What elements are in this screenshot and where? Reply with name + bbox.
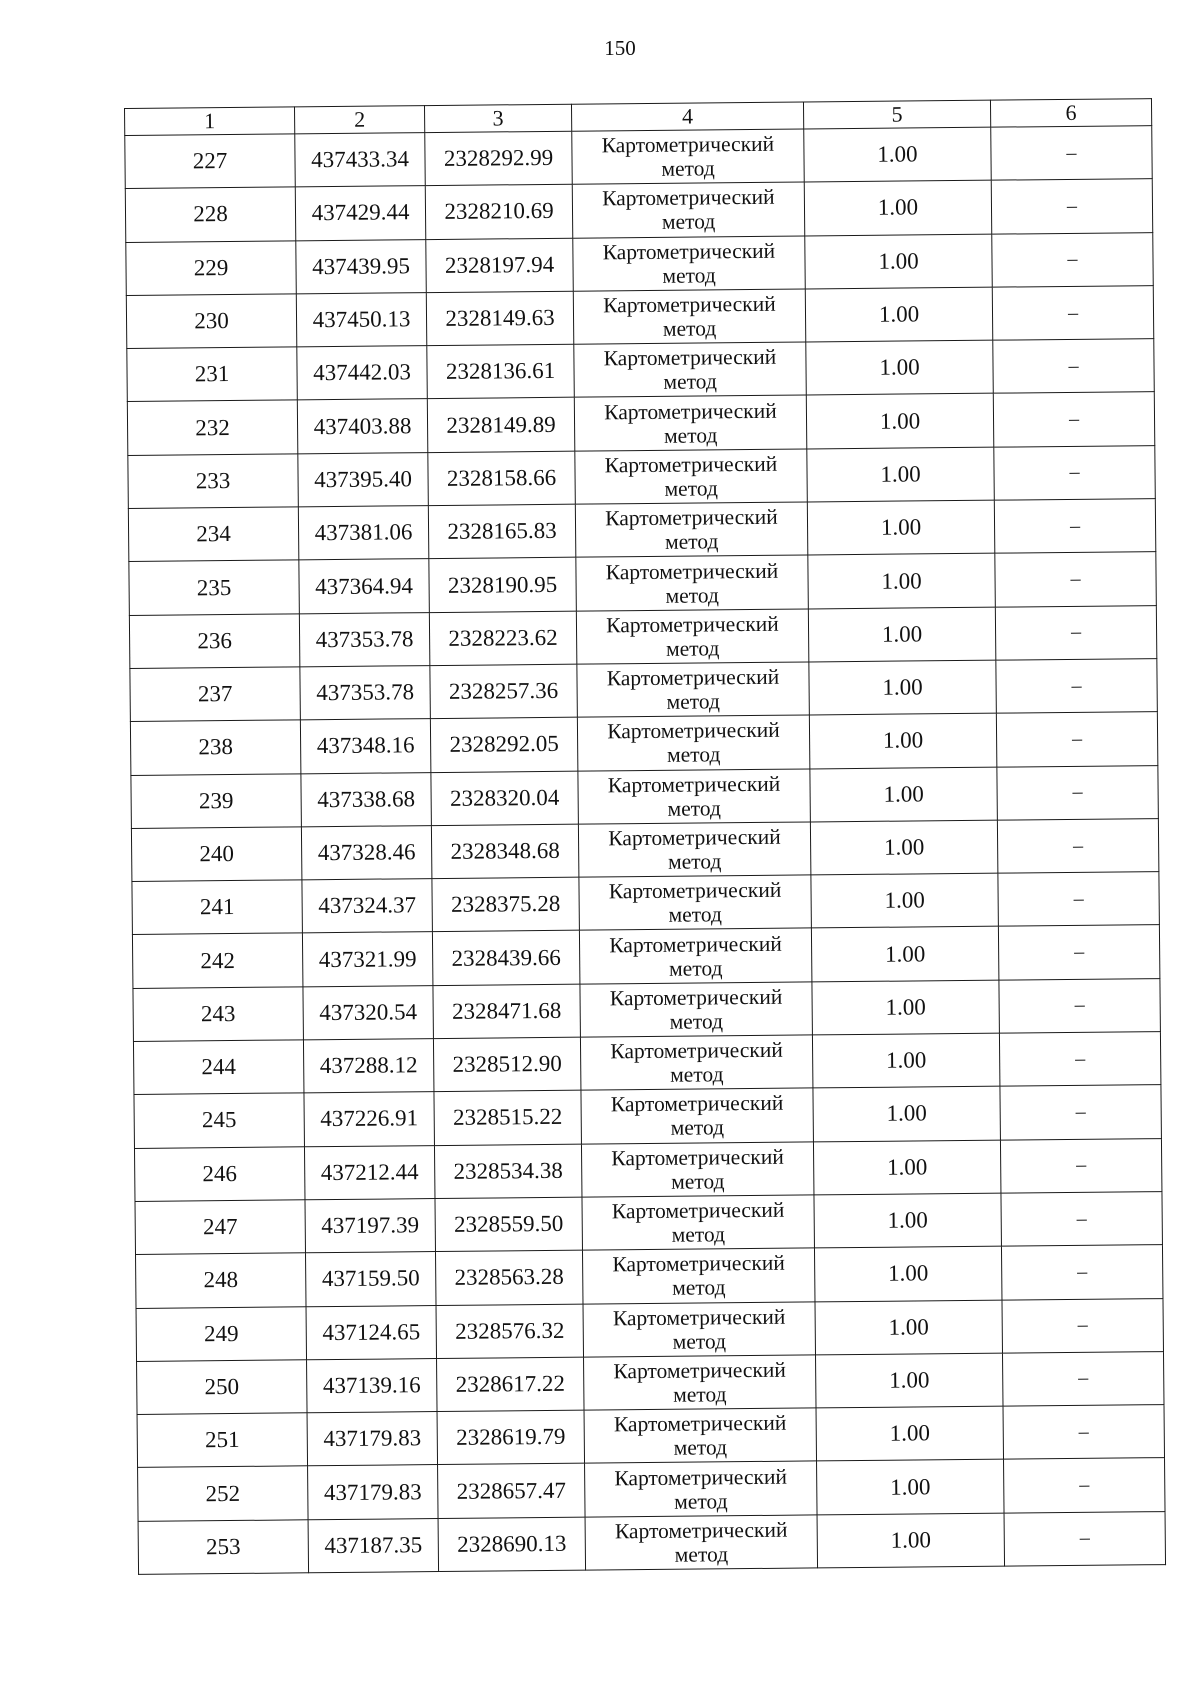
- accuracy-cell: 1.00: [805, 287, 993, 342]
- coordinates-table-wrapper: [124, 98, 1166, 1575]
- point-number-cell: 251: [137, 1413, 308, 1468]
- method-line-1: Картометрический: [608, 878, 782, 904]
- accuracy-cell: 1.00: [817, 1513, 1005, 1568]
- point-number-cell: 236: [129, 614, 300, 669]
- x-coordinate-cell: 437197.39: [305, 1199, 436, 1254]
- y-coordinate-cell: 2328197.94: [426, 238, 574, 293]
- note-cell: –: [1001, 1245, 1163, 1300]
- method-line-1: Картометрический: [602, 185, 775, 211]
- method-line-1: Картометрический: [605, 504, 778, 531]
- accuracy-cell: 1.00: [813, 1086, 1001, 1141]
- method-cell: [580, 1035, 813, 1091]
- x-coordinate-cell: 437348.16: [300, 719, 431, 774]
- accuracy-cell: 1.00: [816, 1406, 1004, 1461]
- note-cell: –: [999, 978, 1161, 1033]
- method-line-1: Картометрический: [606, 664, 780, 691]
- method-line-2: метод: [662, 316, 717, 341]
- y-coordinate-cell: 2328534.38: [434, 1144, 582, 1199]
- accuracy-cell: 1.00: [807, 447, 995, 502]
- accuracy-cell: 1.00: [807, 500, 995, 555]
- method-cell: [585, 1461, 818, 1517]
- accuracy-cell: 1.00: [810, 820, 998, 875]
- table-row: [137, 1405, 1164, 1468]
- x-coordinate-cell: 437439.95: [296, 239, 427, 294]
- method-line-2: метод: [674, 1488, 728, 1514]
- note-cell: –: [992, 232, 1154, 287]
- point-number-cell: 233: [128, 454, 299, 509]
- y-coordinate-cell: 2328375.28: [432, 877, 580, 932]
- point-number-cell: 244: [133, 1040, 304, 1095]
- y-coordinate-cell: 2328190.95: [429, 558, 577, 613]
- method-line-1: Картометрический: [601, 131, 775, 158]
- method-line-1: Картометрический: [613, 1357, 786, 1384]
- method-line-2: метод: [673, 1382, 727, 1407]
- accuracy-cell: 1.00: [815, 1300, 1003, 1355]
- note-cell: –: [1000, 1085, 1162, 1140]
- x-coordinate-cell: 437403.88: [297, 399, 428, 454]
- accuracy-cell: 1.00: [806, 394, 994, 449]
- y-coordinate-cell: 2328512.90: [433, 1037, 581, 1092]
- note-cell: –: [991, 179, 1153, 234]
- method-line-2: метод: [674, 1542, 729, 1567]
- table-row: [130, 712, 1157, 775]
- point-number-cell: 227: [125, 134, 296, 189]
- note-cell: –: [997, 818, 1159, 873]
- y-coordinate-cell: 2328348.68: [431, 824, 579, 879]
- note-cell: –: [1000, 1138, 1162, 1193]
- y-coordinate-cell: 2328158.66: [428, 451, 576, 506]
- method-line-1: Картометрический: [605, 558, 779, 584]
- method-line-2: метод: [665, 582, 719, 608]
- method-line-1: Картометрический: [609, 931, 782, 957]
- accuracy-cell: 1.00: [805, 234, 993, 289]
- method-line-2: метод: [663, 422, 718, 448]
- column-header-2: 2: [294, 106, 424, 134]
- method-cell: [582, 1248, 815, 1304]
- method-line-1: Картометрический: [614, 1517, 788, 1544]
- accuracy-cell: 1.00: [808, 554, 996, 609]
- column-header-5: 5: [803, 100, 990, 129]
- method-line-1: Картометрический: [612, 1304, 786, 1331]
- table-row: [138, 1458, 1165, 1521]
- point-number-cell: 245: [134, 1093, 305, 1148]
- note-cell: –: [991, 126, 1153, 181]
- point-number-cell: 230: [126, 294, 297, 349]
- column-header-1: 1: [125, 107, 295, 136]
- note-cell: –: [994, 445, 1156, 500]
- y-coordinate-cell: 2328292.05: [430, 717, 578, 772]
- accuracy-cell: 1.00: [814, 1193, 1002, 1248]
- x-coordinate-cell: 437187.35: [308, 1518, 439, 1573]
- method-cell: [582, 1195, 815, 1251]
- table-row: [125, 179, 1152, 242]
- note-cell: –: [993, 339, 1155, 394]
- point-number-cell: 252: [138, 1466, 309, 1521]
- method-cell: [574, 395, 807, 451]
- method-line-2: метод: [662, 263, 716, 288]
- method-line-1: Картометрический: [614, 1464, 788, 1490]
- y-coordinate-cell: 2328320.04: [431, 771, 579, 826]
- y-coordinate-cell: 2328515.22: [434, 1091, 582, 1146]
- method-line-2: метод: [672, 1328, 727, 1354]
- accuracy-cell: 1.00: [809, 660, 997, 715]
- method-cell: [581, 1142, 814, 1198]
- method-line-2: метод: [666, 689, 721, 714]
- x-coordinate-cell: 437433.34: [295, 133, 426, 188]
- note-cell: –: [1004, 1458, 1166, 1513]
- coordinates-table: [124, 98, 1166, 1575]
- x-coordinate-cell: 437353.78: [300, 666, 431, 721]
- method-line-1: Картометрический: [610, 1037, 783, 1064]
- point-number-cell: 242: [132, 933, 303, 988]
- table-row: [132, 925, 1159, 988]
- column-header-3: 3: [424, 104, 571, 132]
- point-number-cell: 247: [135, 1200, 306, 1255]
- y-coordinate-cell: 2328439.66: [432, 931, 580, 986]
- table-row: [130, 659, 1157, 722]
- method-line-2: метод: [673, 1435, 728, 1461]
- x-coordinate-cell: 437179.83: [307, 1412, 438, 1467]
- y-coordinate-cell: 2328563.28: [435, 1250, 583, 1305]
- table-row: [133, 1032, 1160, 1095]
- point-number-cell: 240: [131, 827, 302, 882]
- method-cell: [581, 1088, 814, 1144]
- accuracy-cell: 1.00: [808, 607, 996, 662]
- y-coordinate-cell: 2328690.13: [438, 1517, 586, 1572]
- point-number-cell: 243: [133, 987, 304, 1042]
- table-row: [134, 1085, 1161, 1148]
- note-cell: –: [995, 552, 1157, 607]
- method-line-1: Картометрический: [606, 611, 779, 638]
- method-line-1: Картометрический: [613, 1410, 787, 1437]
- method-cell: [572, 129, 805, 185]
- x-coordinate-cell: 437321.99: [302, 932, 433, 987]
- table-row: [138, 1511, 1165, 1574]
- x-coordinate-cell: 437226.91: [304, 1092, 435, 1147]
- note-cell: –: [993, 392, 1155, 447]
- table-row: [128, 445, 1155, 508]
- accuracy-cell: 1.00: [811, 873, 999, 928]
- y-coordinate-cell: 2328619.79: [437, 1410, 585, 1465]
- method-line-2: метод: [671, 1222, 726, 1247]
- accuracy-cell: 1.00: [814, 1246, 1002, 1301]
- table-row: [129, 605, 1156, 668]
- method-line-2: метод: [669, 1009, 724, 1034]
- method-line-1: Картометрический: [611, 1144, 784, 1171]
- x-coordinate-cell: 437429.44: [295, 186, 426, 241]
- method-line-1: Картометрический: [608, 824, 781, 851]
- method-line-1: Картометрический: [603, 345, 777, 371]
- method-cell: [584, 1355, 817, 1411]
- accuracy-cell: 1.00: [817, 1460, 1005, 1515]
- method-line-2: метод: [668, 955, 723, 981]
- method-cell: [580, 982, 813, 1038]
- accuracy-cell: 1.00: [815, 1353, 1003, 1408]
- method-line-2: метод: [671, 1169, 725, 1194]
- note-cell: –: [999, 1032, 1161, 1087]
- table-row: [134, 1138, 1161, 1201]
- note-cell: –: [995, 605, 1157, 660]
- x-coordinate-cell: 437320.54: [303, 985, 434, 1040]
- y-coordinate-cell: 2328136.61: [427, 344, 575, 399]
- column-header-4: 4: [571, 102, 803, 131]
- table-row: [132, 872, 1159, 935]
- y-coordinate-cell: 2328576.32: [436, 1304, 584, 1359]
- note-cell: –: [1003, 1405, 1165, 1460]
- y-coordinate-cell: 2328257.36: [430, 664, 578, 719]
- y-coordinate-cell: 2328149.89: [427, 398, 575, 453]
- table-row: [127, 339, 1154, 402]
- method-line-2: метод: [665, 636, 720, 661]
- method-cell: [578, 822, 811, 878]
- table-body: [125, 126, 1166, 1575]
- point-number-cell: 239: [131, 773, 302, 828]
- point-number-cell: 253: [138, 1520, 309, 1575]
- method-cell: [579, 875, 812, 931]
- method-cell: [573, 289, 806, 345]
- x-coordinate-cell: 437288.12: [303, 1039, 434, 1094]
- method-line-2: метод: [664, 476, 718, 501]
- x-coordinate-cell: 437442.03: [297, 346, 428, 401]
- y-coordinate-cell: 2328165.83: [428, 504, 576, 559]
- accuracy-cell: 1.00: [806, 340, 994, 395]
- accuracy-cell: 1.00: [810, 767, 998, 822]
- page-number: 150: [604, 36, 636, 60]
- x-coordinate-cell: 437124.65: [306, 1305, 437, 1360]
- table-row: [131, 765, 1158, 828]
- y-coordinate-cell: 2328657.47: [438, 1464, 586, 1519]
- method-cell: [576, 609, 809, 665]
- method-line-1: Картометрический: [612, 1251, 785, 1277]
- method-line-2: метод: [670, 1062, 724, 1087]
- method-line-2: метод: [661, 156, 715, 181]
- y-coordinate-cell: 2328292.99: [425, 131, 573, 186]
- x-coordinate-cell: 437179.83: [308, 1465, 439, 1520]
- note-cell: –: [1002, 1351, 1164, 1406]
- accuracy-cell: 1.00: [811, 927, 999, 982]
- method-line-2: метод: [664, 529, 719, 555]
- accuracy-cell: 1.00: [813, 1140, 1001, 1195]
- note-cell: –: [996, 712, 1158, 767]
- method-cell: [572, 182, 805, 238]
- method-cell: [579, 928, 812, 984]
- note-cell: –: [1002, 1298, 1164, 1353]
- method-cell: [577, 715, 810, 771]
- point-number-cell: 229: [126, 240, 297, 295]
- method-line-2: метод: [661, 209, 716, 235]
- x-coordinate-cell: 437159.50: [305, 1252, 436, 1307]
- table-row: [128, 499, 1155, 562]
- table-row: [127, 392, 1154, 455]
- table-row: [133, 978, 1160, 1041]
- x-coordinate-cell: 437328.46: [301, 825, 432, 880]
- method-line-1: Картометрический: [607, 718, 780, 744]
- method-cell: [584, 1408, 817, 1464]
- x-coordinate-cell: 437364.94: [299, 559, 430, 614]
- table-row: [126, 286, 1153, 349]
- y-coordinate-cell: 2328210.69: [425, 184, 573, 239]
- method-line-1: Картометрический: [604, 398, 777, 425]
- method-cell: [585, 1515, 818, 1571]
- point-number-cell: 250: [137, 1360, 308, 1415]
- x-coordinate-cell: 437353.78: [299, 612, 430, 667]
- y-coordinate-cell: 2328223.62: [429, 611, 577, 666]
- note-cell: –: [996, 659, 1158, 714]
- method-cell: [573, 236, 806, 292]
- point-number-cell: 235: [129, 560, 300, 615]
- method-cell: [577, 662, 810, 718]
- x-coordinate-cell: 437395.40: [298, 452, 429, 507]
- table-row: [136, 1245, 1163, 1308]
- method-line-2: метод: [667, 796, 722, 821]
- method-cell: [578, 769, 811, 825]
- accuracy-cell: 1.00: [804, 127, 992, 182]
- method-line-1: Картометрический: [610, 1091, 784, 1117]
- note-cell: –: [1001, 1192, 1163, 1247]
- x-coordinate-cell: 437381.06: [298, 506, 429, 561]
- y-coordinate-cell: 2328559.50: [435, 1197, 583, 1252]
- method-line-2: метод: [668, 902, 723, 928]
- x-coordinate-cell: 437139.16: [307, 1358, 438, 1413]
- method-line-1: Картометрический: [609, 984, 783, 1011]
- method-cell: [575, 449, 808, 505]
- table-row: [137, 1351, 1164, 1414]
- x-coordinate-cell: 437450.13: [296, 292, 427, 347]
- method-line-2: метод: [667, 849, 722, 874]
- method-cell: [576, 555, 809, 611]
- note-cell: –: [997, 765, 1159, 820]
- point-number-cell: 246: [134, 1146, 305, 1201]
- accuracy-cell: 1.00: [804, 180, 992, 235]
- accuracy-cell: 1.00: [812, 1033, 1000, 1088]
- table-row: [126, 232, 1153, 295]
- table-row: [129, 552, 1156, 615]
- method-line-1: Картометрический: [602, 238, 776, 265]
- note-cell: –: [994, 499, 1156, 554]
- note-cell: –: [1004, 1511, 1166, 1566]
- x-coordinate-cell: 437212.44: [304, 1145, 435, 1200]
- method-line-2: метод: [663, 369, 717, 395]
- y-coordinate-cell: 2328471.68: [433, 984, 581, 1039]
- point-number-cell: 232: [127, 400, 298, 455]
- y-coordinate-cell: 2328617.22: [437, 1357, 585, 1412]
- point-number-cell: 231: [127, 347, 298, 402]
- table-row: [136, 1298, 1163, 1361]
- point-number-cell: 241: [132, 880, 303, 935]
- table-row: [125, 126, 1152, 189]
- method-line-1: Картометрический: [603, 291, 776, 318]
- method-line-1: Картометрический: [607, 771, 781, 798]
- point-number-cell: 248: [136, 1253, 307, 1308]
- point-number-cell: 237: [130, 667, 301, 722]
- point-number-cell: 228: [125, 187, 296, 242]
- method-line-1: Картометрический: [604, 451, 778, 478]
- point-number-cell: 238: [130, 720, 301, 775]
- x-coordinate-cell: 437324.37: [302, 879, 433, 934]
- point-number-cell: 249: [136, 1306, 307, 1361]
- x-coordinate-cell: 437338.68: [301, 772, 432, 827]
- accuracy-cell: 1.00: [812, 980, 1000, 1035]
- method-line-2: метод: [672, 1275, 726, 1301]
- accuracy-cell: 1.00: [809, 713, 997, 768]
- y-coordinate-cell: 2328149.63: [426, 291, 574, 346]
- method-cell: [574, 342, 807, 398]
- table-row: [131, 818, 1158, 881]
- method-line-2: метод: [666, 742, 721, 768]
- note-cell: –: [998, 925, 1160, 980]
- note-cell: –: [998, 872, 1160, 927]
- method-cell: [583, 1301, 816, 1357]
- table-row: [135, 1192, 1162, 1255]
- method-cell: [575, 502, 808, 558]
- method-line-2: метод: [670, 1115, 725, 1141]
- note-cell: –: [992, 286, 1154, 341]
- point-number-cell: 234: [128, 507, 299, 562]
- column-header-6: 6: [990, 99, 1151, 128]
- method-line-1: Картометрический: [611, 1197, 785, 1224]
